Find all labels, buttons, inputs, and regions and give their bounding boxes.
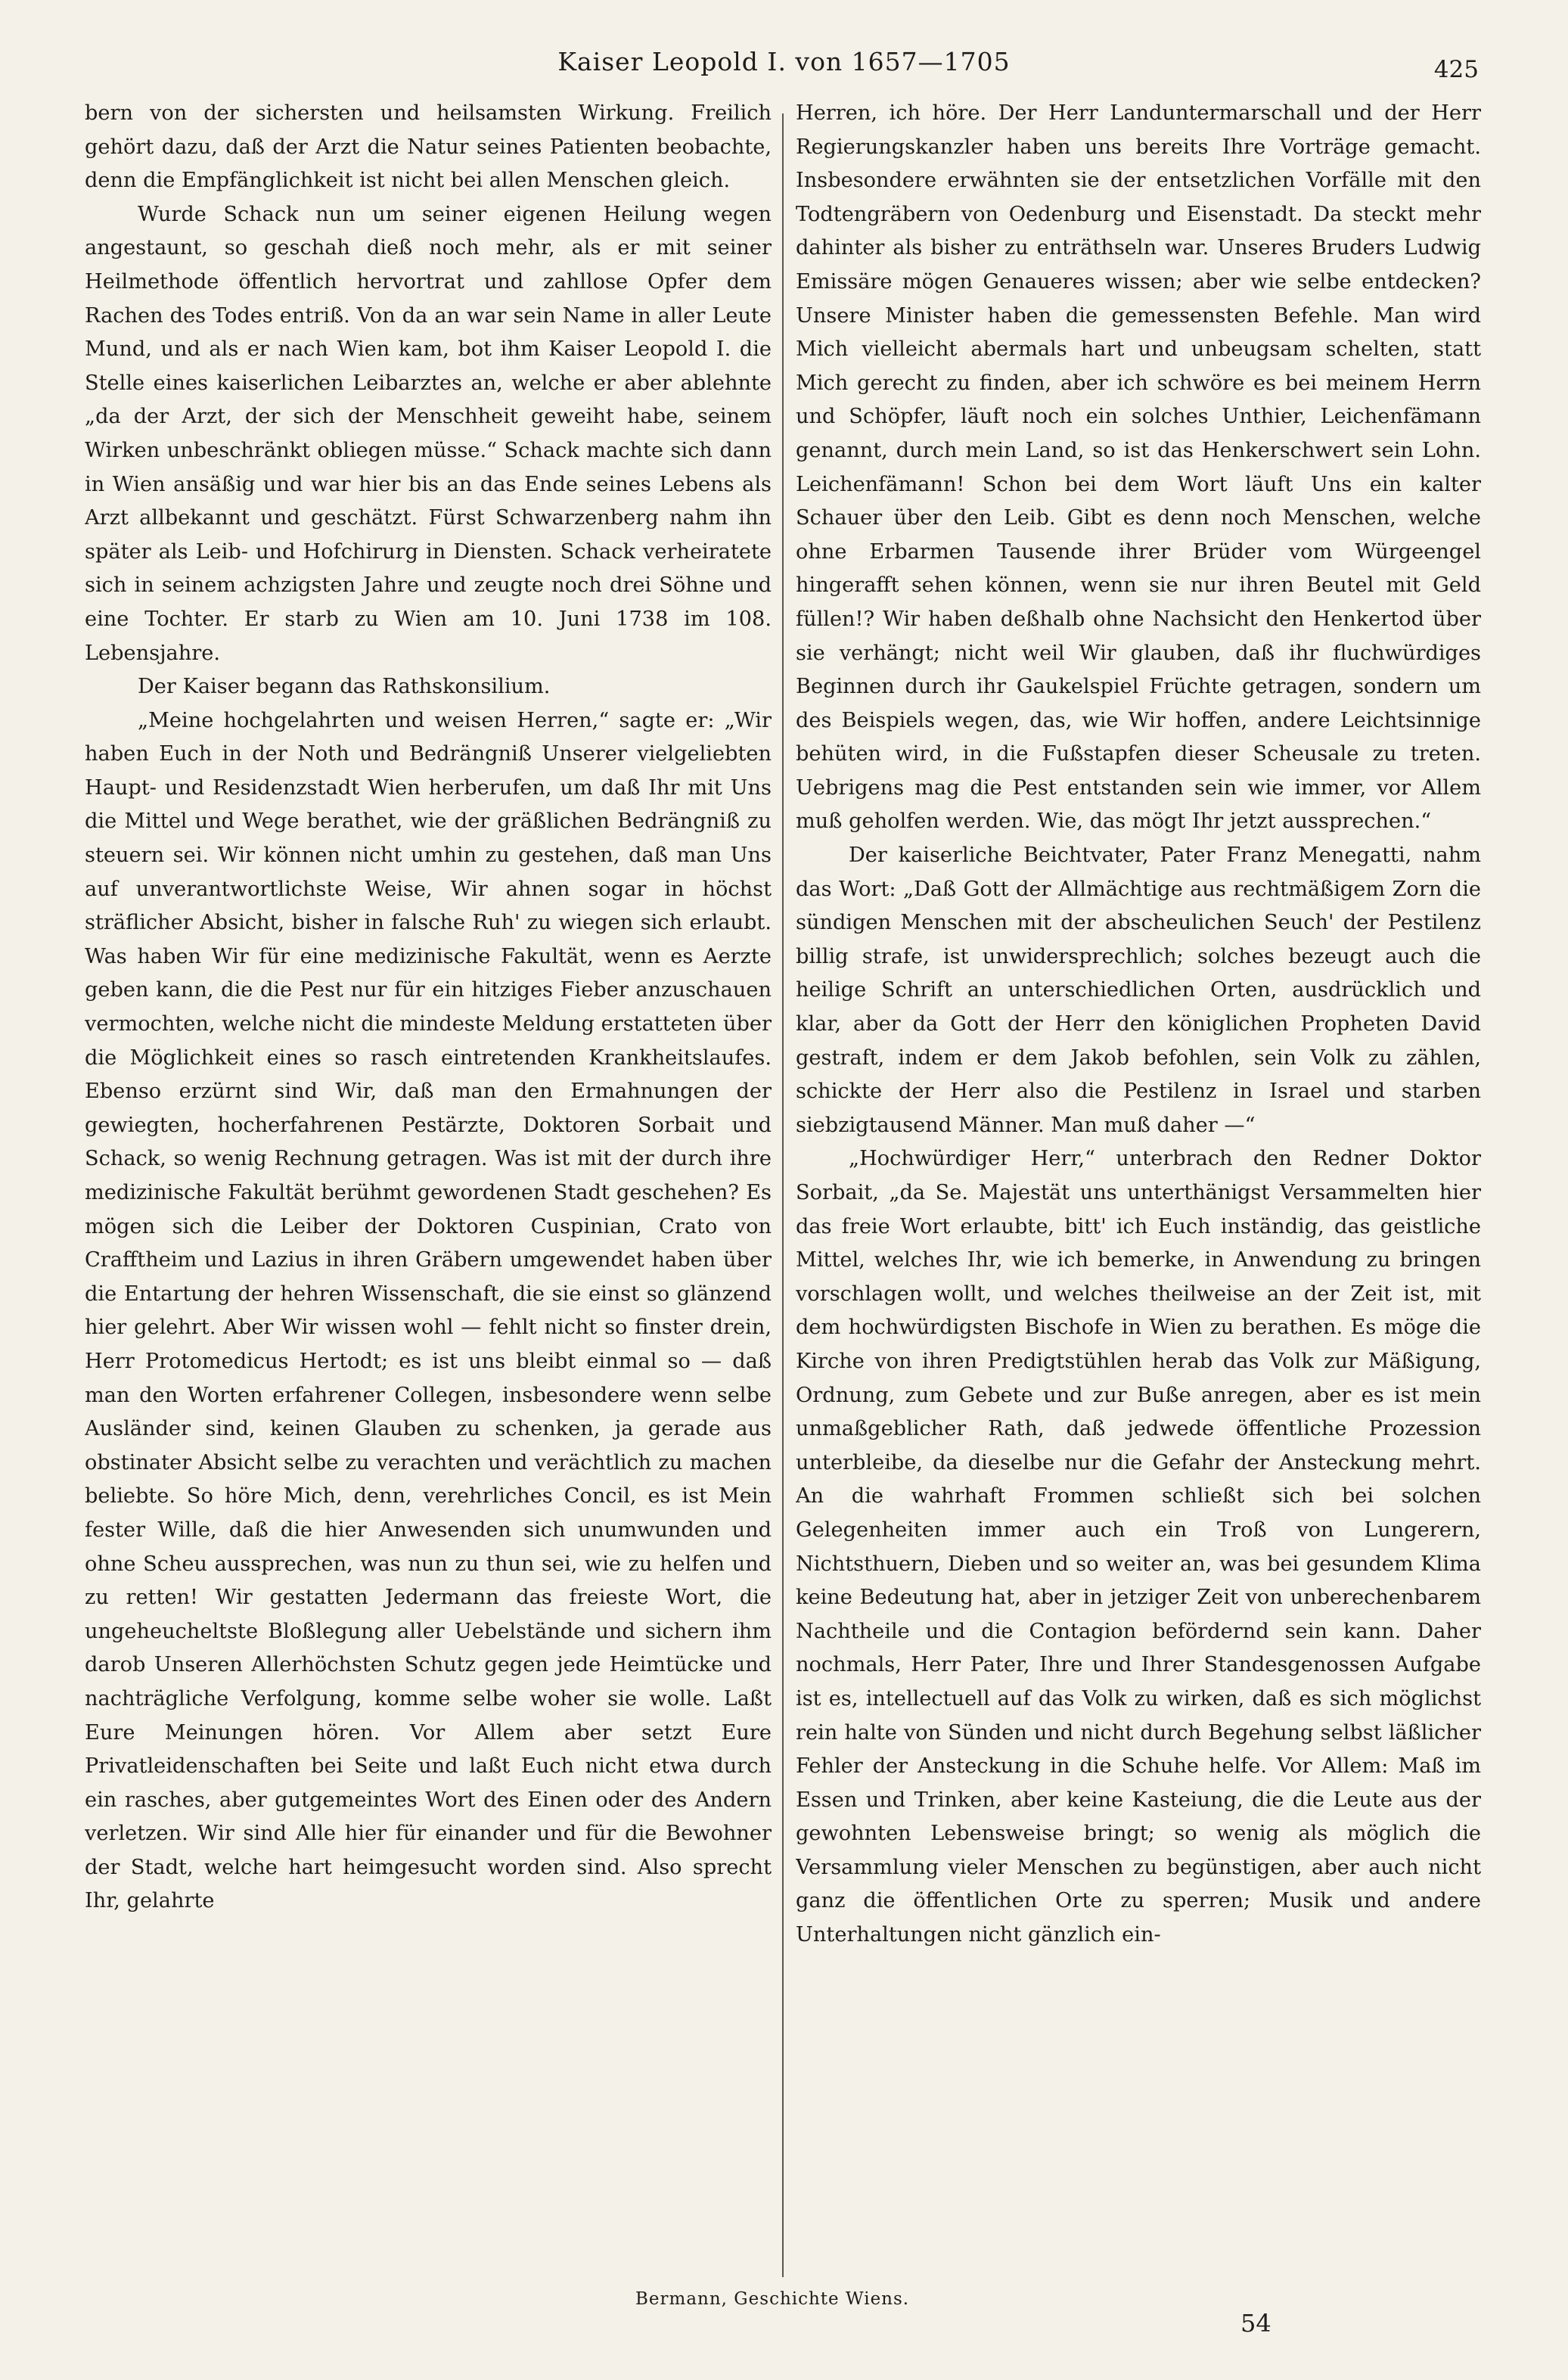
right-column [796, 97, 1481, 2276]
paragraph: Herren, ich höre. Der Herr Landuntermarschall und der Herr Regierungskanzler haben uns bereits Ihre Vorträge gemacht. Insbesondere erwähnten sie der entsetzlichen Vorfälle mit den Todtengräbern von Oedenburg und Eisenstadt. Da steckt mehr dahinter als bisher zu enträthseln war. Unseres Bruders Ludwig Emissäre mögen Genaueres wissen; aber wie selbe entdecken? Unsere Minister haben die gemessensten Befehle. Man wird Mich vielleicht abermals hart und unbeugsam schelten, statt Mich gerecht zu finden, aber ich schwöre es bei meinem Herrn und Schöpfer, läuft noch ein solches Unthier, Leichenfämann genannt, durch mein Land, so ist das Henkerschwert sein Lohn. Leichenfämann! Schon bei dem Wort läuft Uns ein kalter Schauer über den Leib. Gibt es denn noch Menschen, welche ohne Erbarmen Tausende ihrer Brüder vom Würgeengel hingerafft sehen können, wenn sie nur ihren Beutel mit Geld füllen!? Wir haben deßhalb ohne Nachsicht den Henkertod über sie verhängt; nicht weil Wir glauben, daß ihr fluchwürdiges Beginnen durch ihr Gaukelspiel Früchte getragen, sondern um des Beispiels wegen, das, wie Wir hoffen, andere Leichtsinnige behüten wird, in die Fußstapfen dieser Scheusale zu treten. Uebrigens mag die Pest entstanden sein wie immer, vor Allem muß geholfen werden. Wie, das mögt Ihr jetzt aussprechen.“ [796, 101, 1481, 834]
paragraph: Der kaiserliche Beichtvater, Pater Franz Menegatti, nahm das Wort: „Daß Gott der Allmächtige aus rechtmäßigem Zorn die sündigen Menschen mit der abscheulichen Seuch' der Pestilenz billig strafe, ist unwidersprechlich; solches bezeugt auch die heilige Schrift an unterschiedlichen Orten, ausdrücklich und klar, aber da Gott der Herr den königlichen Propheten David gestraft, indem er dem Jakob befohlen, sein Volk zu zählen, schickte der Herr also die Pestilenz in Israel und starben siebzigtausend Männer. Man muß daher —“ [796, 844, 1481, 1137]
paragraph: Wurde Schack nun um seiner eigenen Heilung wegen angestaunt, so geschah dieß noch mehr, als er mit seiner Heilmethode öffentlich hervortrat und zahllose Opfer dem Rachen des Todes entriß. Von da an war sein Name in aller Leute Mund, und als er nach Wien kam, bot ihm Kaiser Leopold I. die Stelle eines kaiserlichen Leibarztes an, welche er aber ablehnte „da der Arzt, der sich der Menschheit geweiht habe, seinem Wirken unbeschränkt obliegen müsse.“ Schack machte sich dann in Wien ansäßig und war hier bis an das Ende seines Lebens als Arzt allbekannt und geschätzt. Fürst Schwarzenberg nahm ihn später als Leib- und Hofchirurg in Diensten. Schack verheiratete sich in seinem achzigsten Jahre und zeugte noch drei Söhne und eine Tochter. Er starb zu Wien am 10. Juni 1738 im 108. Lebensjahre. [85, 202, 772, 665]
footer-signature: 54 [1240, 2309, 1271, 2338]
paragraph: bern von der sichersten und heilsamsten Wirkung. Freilich gehört dazu, daß der Arzt die Natur seines Patienten beobachte, denn die Empfänglichkeit ist nicht bei allen Menschen gleich. [85, 101, 772, 193]
paragraph: „Meine hochgelahrten und weisen Herren,“ sagte er: „Wir haben Euch in der Noth und Bedrängniß Unserer vielgeliebten Haupt- und Residenzstadt Wien herberufen, um daß Ihr mit Uns die Mittel und Wege berathet, wie der gräßlichen Bedrängniß zu steuern sei. Wir können nicht umhin zu gestehen, daß man Uns auf unverantwortlichste Weise, Wir ahnen sogar in höchst sträflicher Absicht, bisher in falsche Ruh' zu wiegen sich erlaubt. Was haben Wir für eine medizinische Fakultät, wenn es Aerzte geben kann, die die Pest nur für ein hitziges Fieber anzuschauen vermochten, welche nicht die mindeste Meldung erstatteten über die Möglichkeit eines so rasch eintretenden Krankheitslaufes. Ebenso erzürnt sind Wir, daß man den Ermahnungen der gewiegten, hocherfahrenen Pestärzte, Doktoren Sorbait und Schack, so wenig Rechnung getragen. Was ist mit der durch ihre medizinische Fakultät berühmt gewordenen Stadt geschehen? Es mögen sich die Leiber der Doktoren Cuspinian, Crato von Crafftheim und Lazius in ihren Gräbern umgewendet haben über die Entartung der hehren Wissenschaft, die sie einst so glänzend hier gelehrt. Aber Wir wissen wohl — fehlt nicht so finster drein, Herr Protomedicus Hertodt; es ist uns bleibt einmal so — daß man den Worten erfahrener Collegen, insbesondere wenn selbe Ausländer sind, keinen Glauben zu schenken, ja gerade aus obstinater Absicht selbe zu verachten und verächtlich zu machen beliebte. So höre Mich, denn, verehrliches Concil, es ist Mein fester Wille, daß die hier Anwesenden sich unumwunden und ohne Scheu aussprechen, was nun zu thun sei, wie zu helfen und zu retten! Wir gestatten Jedermann das freieste Wort, die ungeheucheltste Bloßlegung aller Uebelstände und sichern ihm darob Unseren Allerhöchsten Schutz gegen jede Heimtücke und nachträgliche Verfolgung, komme selbe woher sie wolle. Laßt Eure Meinungen hören. Vor Allem aber setzt Eure Privatleidenschaften bei Seite und laßt Euch nicht etwa durch ein rasches, aber gutgemeintes Wort des Einen oder des Andern verletzen. Wir sind Alle hier für einander und für die Bewohner der Stadt, welche hart heimgesucht worden sind. Also sprecht Ihr, gelahrte [85, 708, 772, 1913]
paragraph: Der Kaiser begann das Rathskonsilium. [138, 675, 551, 699]
paragraph: „Hochwürdiger Herr,“ unterbrach den Redner Doktor Sorbait, „da Se. Majestät uns unterthänigst Versammelten hier das freie Wort erlaubte, bitt' ich Euch inständig, das geistliche Mittel, welches Ihr, wie ich bemerke, in Anwendung zu bringen vorschlagen wollt, und welches theilweise an der Zeit ist, mit dem hochwürdigsten Bischofe in Wien zu berathen. Es möge die Kirche von ihren Predigtstühlen herab das Volk zur Mäßigung, Ordnung, zum Gebete und zur Buße anregen, aber es ist mein unmaßgeblicher Rath, daß jedwede öffentliche Prozession unterbleibe, da dieselbe nur die Gefahr der Ansteckung mehrt. An die wahrhaft Frommen schließt sich bei solchen Gelegenheiten immer auch ein Troß von Lungerern, Nichtsthuern, Dieben und so weiter an, was bei gesundem Klima keine Bedeutung hat, aber in jetziger Zeit von unberechenbarem Nachtheile und die Contagion befördernd sein kann. Daher nochmals, Herr Pater, Ihre und Ihrer Standesgenossen Aufgabe ist es, intellectuell auf das Volk zu wirken, daß es sich möglichst rein halte von Sünden und nicht durch Begehung selbst läßlicher Fehler der Ansteckung in die Schuhe helfe. Vor Allem: Maß im Essen und Trinken, aber keine Kasteiung, die die Leute aus der gewohnten Lebensweise bringt; so wenig als möglich die Versammlung vieler Menschen zu begünstigen, aber auch nicht ganz die öffentlichen Orte zu sperren; Musik und andere Unterhaltungen nicht gänzlich ein- [796, 1147, 1481, 1947]
column-divider [782, 113, 784, 2277]
left-column [85, 97, 772, 2276]
running-head: Kaiser Leopold I. von 1657—1705 [557, 47, 1011, 76]
page-number: 425 [1433, 56, 1479, 83]
footer-book-title: Bermann, Geschichte Wiens. [635, 2289, 910, 2309]
